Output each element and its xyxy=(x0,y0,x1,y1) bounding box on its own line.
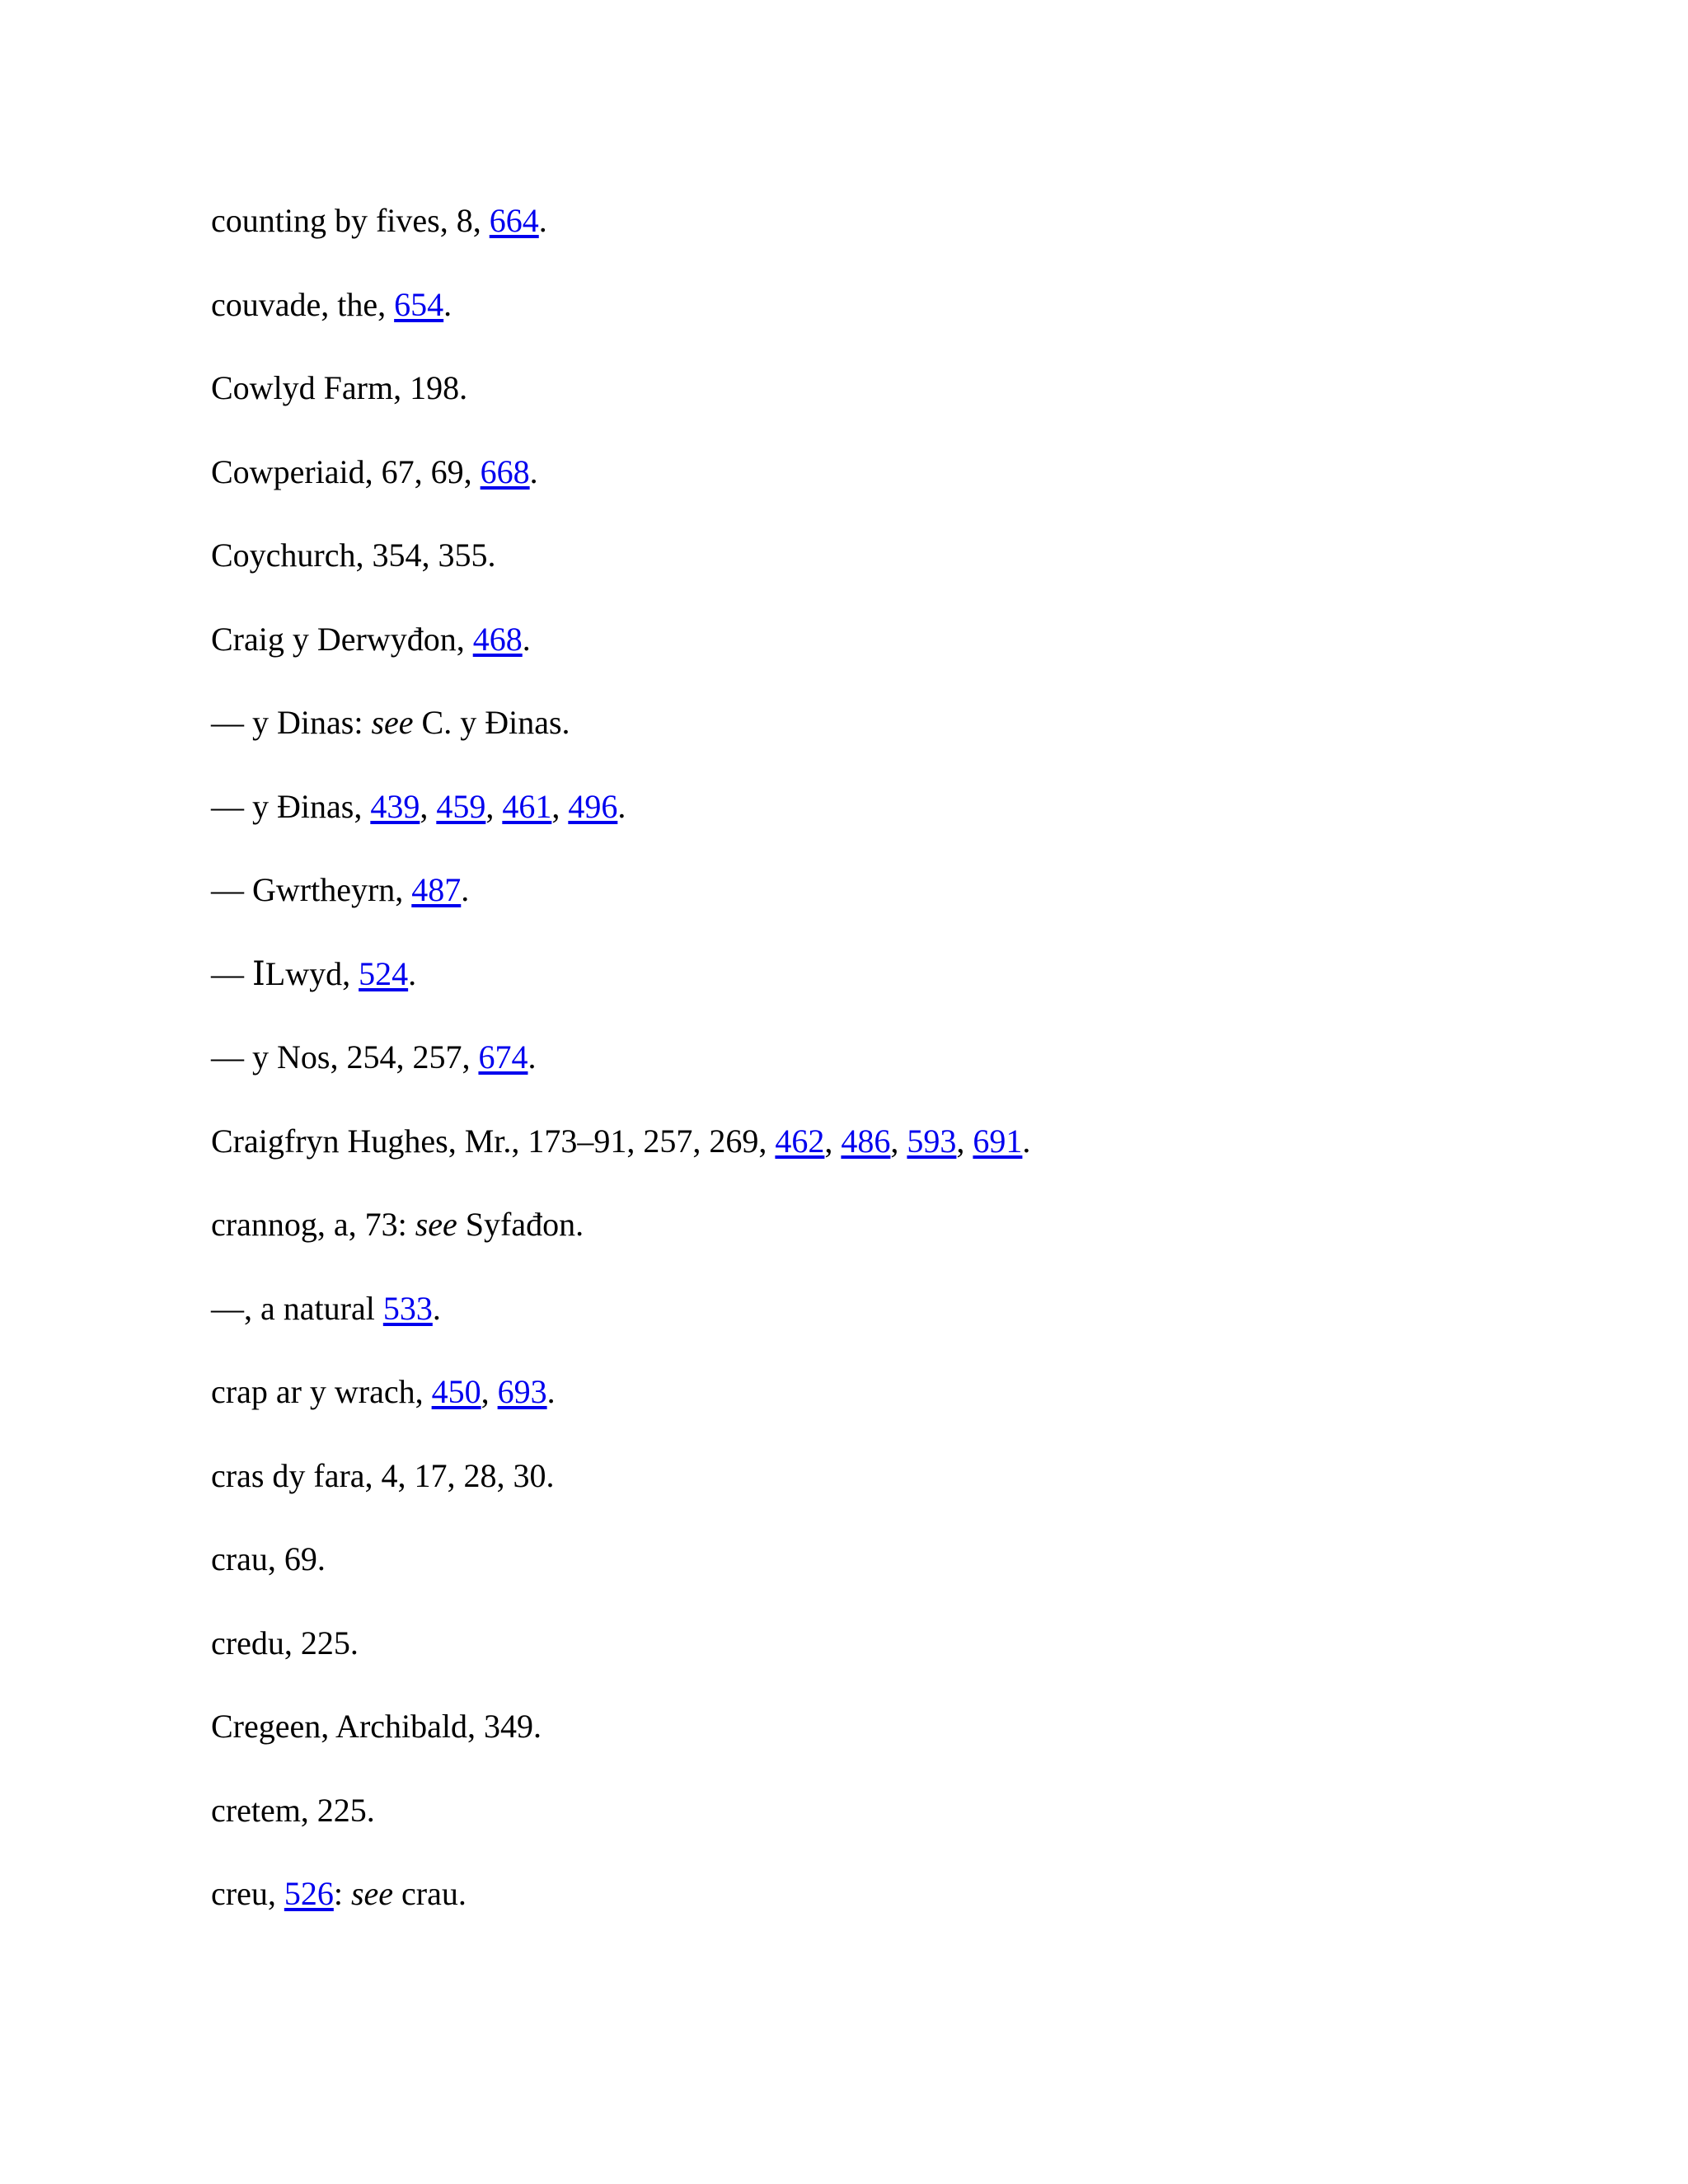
see-reference: see xyxy=(415,1206,457,1243)
page-link[interactable]: 486 xyxy=(841,1122,891,1160)
entry-text: , xyxy=(420,787,437,825)
page-link[interactable]: 674 xyxy=(478,1038,528,1076)
entry-text: — y Đinas, xyxy=(211,787,371,825)
index-entry xyxy=(211,1446,1530,1530)
page-link[interactable]: 533 xyxy=(382,1289,433,1327)
entry-text: , xyxy=(890,1122,907,1160)
index-entry xyxy=(211,1362,1530,1446)
entry-text: , xyxy=(485,787,503,825)
index-entry xyxy=(211,1697,1530,1781)
entry-text: cras dy fara, 4, 17, 28, 30. xyxy=(211,1456,555,1494)
page-link[interactable]: 468 xyxy=(472,620,523,658)
page-link[interactable]: 462 xyxy=(775,1122,825,1160)
entry-text: —, a natural xyxy=(211,1289,383,1327)
entry-text: , xyxy=(956,1122,973,1160)
entry-text: — Gwrtheyrn, xyxy=(211,871,412,908)
entry-text: : xyxy=(333,1875,351,1912)
entry-text: Cowlyd Farm, 198. xyxy=(211,369,468,406)
index-entry xyxy=(211,1279,1530,1363)
entry-text: . xyxy=(408,954,417,992)
entry-text: couvade, the, xyxy=(211,285,395,323)
page-link[interactable]: 524 xyxy=(359,954,409,992)
entry-text: . xyxy=(1022,1122,1031,1160)
entry-text: . xyxy=(443,285,452,323)
entry-text: C. y Đinas. xyxy=(413,704,570,741)
entry-text: Craigfryn Hughes, Mr., 173–91, 257, 269, xyxy=(211,1122,776,1160)
entry-text: . xyxy=(432,1289,441,1327)
entry-text: . xyxy=(461,871,470,908)
page-link[interactable]: 461 xyxy=(502,787,552,825)
entry-text: credu, 225. xyxy=(211,1624,359,1661)
entry-text: — ⅠLwyd, xyxy=(211,954,359,992)
index-entry xyxy=(211,777,1530,861)
entry-text: Cowperiaid, 67, 69, xyxy=(211,452,481,490)
entry-text: . xyxy=(617,787,626,825)
index-entry xyxy=(211,1028,1530,1112)
page-link[interactable]: 693 xyxy=(497,1373,547,1410)
entry-text: crau, 69. xyxy=(211,1540,326,1577)
entry-text: . xyxy=(546,1373,556,1410)
entry-text: — y Nos, 254, 257, xyxy=(211,1038,479,1076)
entry-text: — y Dinas: xyxy=(211,704,372,741)
entry-text: crannog, a, 73: xyxy=(211,1206,415,1243)
page-link[interactable]: 450 xyxy=(431,1373,481,1410)
see-reference: see xyxy=(350,1875,394,1912)
index-entry xyxy=(211,1781,1530,1865)
index-entry xyxy=(211,693,1530,777)
index-entry xyxy=(211,860,1530,944)
index-entry xyxy=(211,1614,1530,1698)
entry-text: Coychurch, 354, 355. xyxy=(211,537,496,574)
index-entry xyxy=(211,275,1530,359)
index-page xyxy=(211,191,1530,1948)
page-link[interactable]: 691 xyxy=(973,1122,1023,1160)
entry-text: cretem, 225. xyxy=(211,1791,375,1829)
index-entry xyxy=(211,191,1530,275)
entry-text: Craig y Derwyđon, xyxy=(211,620,473,658)
index-entry xyxy=(211,526,1530,610)
page-link[interactable]: 668 xyxy=(480,452,530,490)
page-link[interactable]: 593 xyxy=(907,1122,957,1160)
page-link[interactable]: 496 xyxy=(568,787,618,825)
entry-text: , xyxy=(824,1122,842,1160)
index-entry xyxy=(211,610,1530,694)
entry-text: creu, xyxy=(211,1875,284,1912)
entry-text: . xyxy=(528,1038,537,1076)
page-link[interactable]: 664 xyxy=(489,202,539,239)
entry-text: , xyxy=(481,1373,498,1410)
index-entry xyxy=(211,1530,1530,1614)
entry-text: Syfađon. xyxy=(457,1206,584,1243)
entry-text: . xyxy=(538,202,547,239)
index-entry xyxy=(211,944,1530,1029)
entry-text: , xyxy=(551,787,569,825)
entry-text: Cregeen, Archibald, 349. xyxy=(211,1708,542,1745)
index-entry xyxy=(211,443,1530,527)
index-entry xyxy=(211,359,1530,443)
entry-text: . xyxy=(522,620,531,658)
page-link[interactable]: 526 xyxy=(284,1875,334,1912)
page-link[interactable]: 487 xyxy=(411,871,462,908)
see-reference: see xyxy=(371,704,414,741)
entry-text: counting by fives, 8, xyxy=(211,202,490,239)
page-link[interactable]: 459 xyxy=(436,787,486,825)
entry-text: . xyxy=(529,452,538,490)
index-entry xyxy=(211,1112,1530,1196)
entry-text: crau. xyxy=(393,1875,467,1912)
page-link[interactable]: 439 xyxy=(370,787,420,825)
page-link[interactable]: 654 xyxy=(394,285,444,323)
entry-text: crap ar y wrach, xyxy=(211,1373,432,1410)
index-entry xyxy=(211,1195,1530,1279)
index-entry xyxy=(211,1864,1530,1948)
